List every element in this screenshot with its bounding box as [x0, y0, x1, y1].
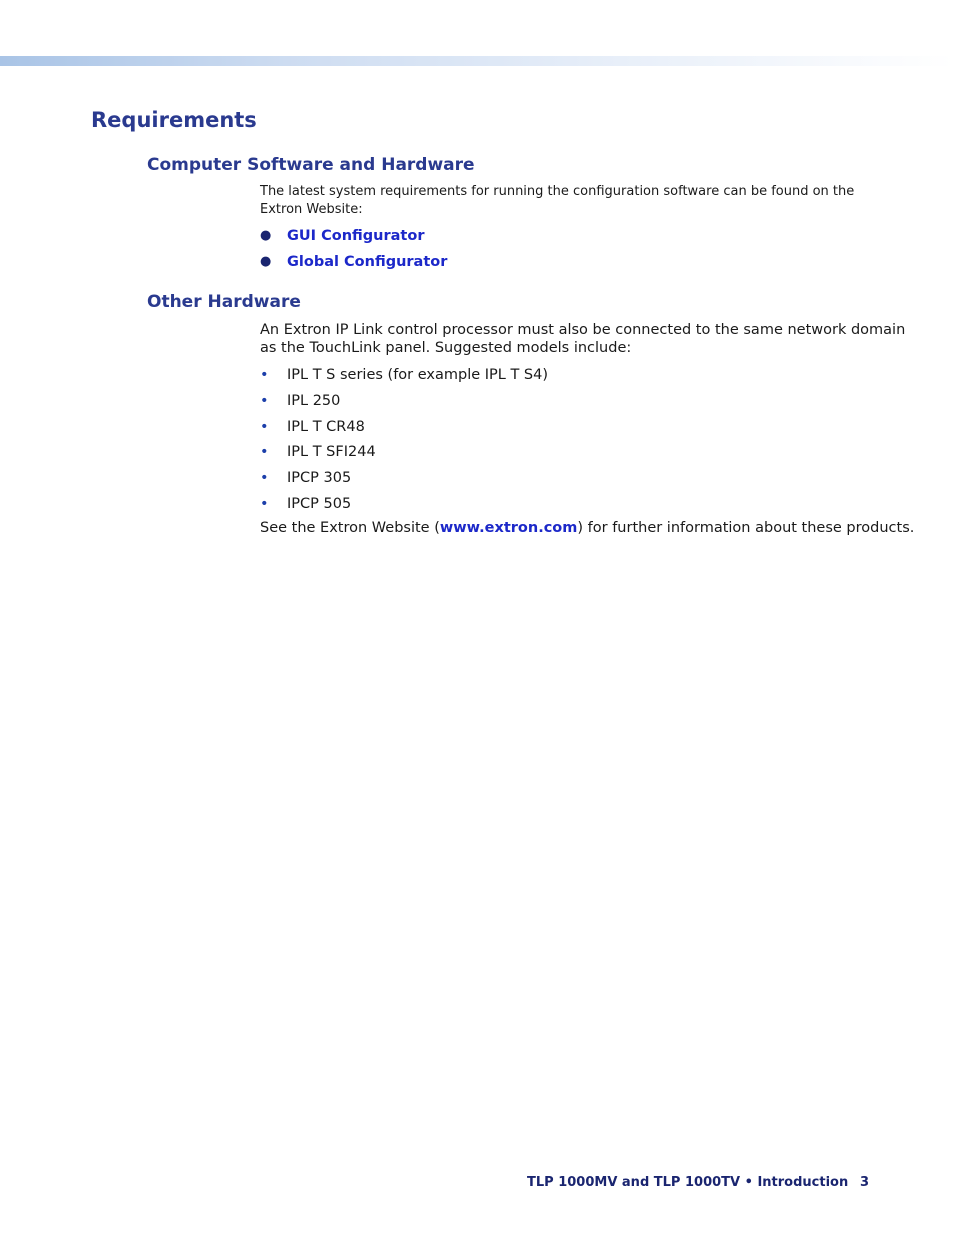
- software-link-list: [260, 226, 447, 278]
- page-title: Requirements: [91, 108, 257, 132]
- list-item: [260, 468, 548, 494]
- list-item: [260, 494, 548, 520]
- model-name: IPCP 505: [287, 495, 352, 512]
- list-item: [260, 365, 548, 391]
- bullet-icon: •: [260, 418, 269, 435]
- list-item-gui-configurator: [260, 226, 447, 252]
- closing-text-after: ) for further information about these products.: [577, 520, 915, 536]
- suggested-models-list: [260, 365, 548, 520]
- bullet-icon: ●: [260, 254, 272, 269]
- footer-page-number: 3: [860, 1175, 870, 1190]
- list-item-global-configurator: [260, 252, 447, 278]
- list-item: [260, 442, 548, 468]
- section-heading-other-hardware: Other Hardware: [147, 292, 301, 312]
- list-item: [260, 417, 548, 443]
- model-name: IPL 250: [287, 392, 341, 409]
- bullet-icon: •: [260, 444, 269, 461]
- hardware-intro-line-2: as the TouchLink panel. Suggested models include:: [260, 340, 632, 356]
- closing-paragraph: [260, 519, 914, 537]
- header-gradient-bar: [0, 56, 954, 66]
- software-intro-paragraph: [260, 183, 854, 219]
- bullet-icon: •: [260, 392, 269, 409]
- closing-text-before: See the Extron Website (: [260, 520, 440, 536]
- gui-configurator-link[interactable]: GUI Configurator: [287, 228, 425, 244]
- footer-document-title: TLP 1000MV and TLP 1000TV • Introduction: [527, 1175, 849, 1190]
- model-name: IPL T S series (for example IPL T S4): [287, 367, 549, 383]
- software-intro-line-2: Extron Website:: [260, 202, 363, 217]
- hardware-intro-paragraph: [260, 321, 905, 357]
- bullet-icon: ●: [260, 228, 272, 243]
- model-name: IPL T SFI244: [287, 444, 376, 461]
- model-name: IPCP 305: [287, 470, 352, 487]
- extron-website-link[interactable]: www.extron.com: [439, 520, 578, 536]
- bullet-icon: •: [260, 470, 269, 487]
- list-item: [260, 391, 548, 417]
- bullet-icon: •: [260, 367, 269, 383]
- section-heading-software: Computer Software and Hardware: [147, 155, 475, 175]
- software-intro-line-1: The latest system requirements for running the configuration software can be found on the: [260, 184, 855, 199]
- global-configurator-link[interactable]: Global Configurator: [287, 254, 448, 270]
- bullet-icon: •: [260, 495, 269, 512]
- model-name: IPL T CR48: [287, 418, 365, 435]
- hardware-intro-line-1: An Extron IP Link control processor must also be connected to the same network domain: [260, 322, 906, 338]
